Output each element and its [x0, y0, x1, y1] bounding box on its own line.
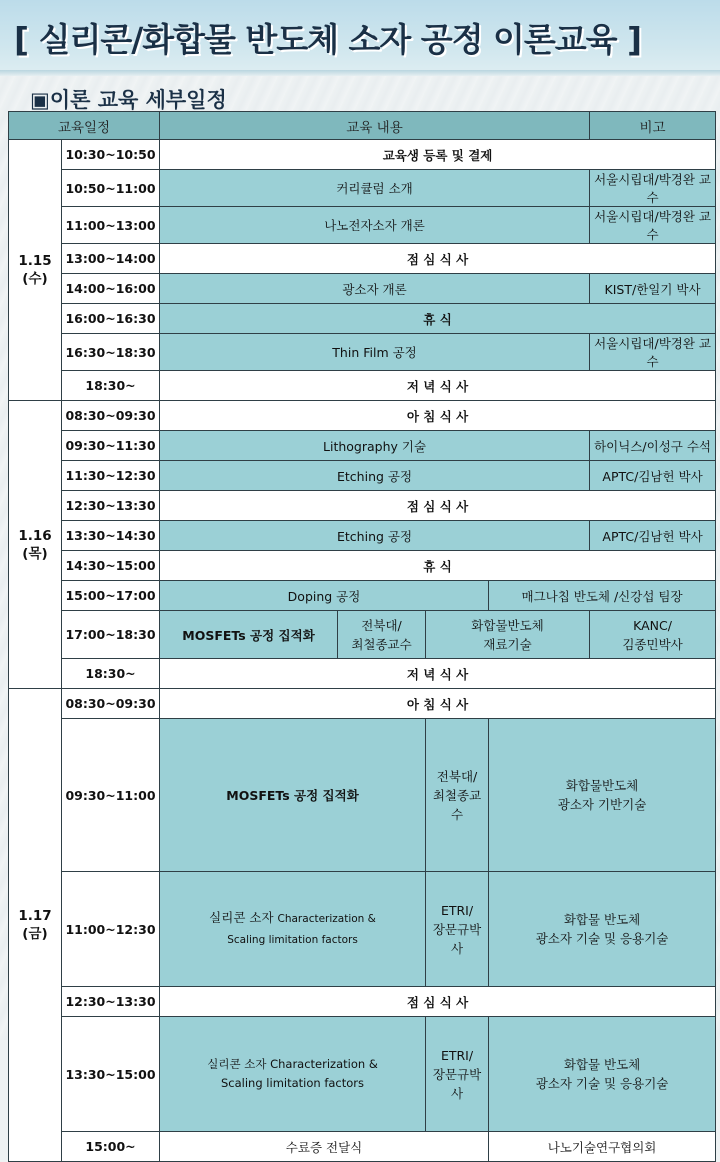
time-cell: 11:00~13:00	[62, 207, 160, 244]
time-cell: 09:30~11:00	[62, 719, 160, 872]
date-cell	[9, 689, 62, 1162]
time-cell: 08:30~09:30	[62, 401, 160, 431]
content-cell: 휴 식	[160, 551, 716, 581]
content-cell: Lithography 기술	[160, 431, 590, 461]
content-cell: Thin Film 공정	[160, 334, 590, 371]
content-line-2: 광소자 기반기술	[557, 797, 647, 812]
lecturer-name: 장문규박사	[432, 921, 482, 956]
table-row	[9, 987, 716, 1017]
note-cell: 서울시립대/박경완 교수	[590, 207, 716, 244]
content-line-1: 화합물 반도체	[563, 912, 641, 927]
header-schedule: 교육일정	[9, 112, 160, 140]
time-cell: 14:30~15:00	[62, 551, 160, 581]
content-cell: 아 침 식 사	[160, 689, 716, 719]
lecturer-name: 최철종교수	[351, 636, 412, 652]
schedule-table	[8, 111, 716, 1162]
lecturer-affiliation: 전북대/	[436, 768, 478, 784]
lecturer-name: 김종민박사	[622, 636, 683, 652]
time-cell: 13:30~14:30	[62, 521, 160, 551]
lecturer-affiliation: 전북대/	[361, 617, 402, 633]
table-row	[9, 611, 716, 659]
table-row	[9, 551, 716, 581]
content-cell: 점 심 식 사	[160, 491, 716, 521]
time-cell: 14:00~16:00	[62, 274, 160, 304]
time-cell: 12:30~13:30	[62, 491, 160, 521]
table-row	[9, 244, 716, 274]
content-line-2: 재료기술	[483, 636, 532, 652]
weekday-label: (수)	[22, 271, 48, 287]
time-cell: 15:00~	[62, 1132, 160, 1162]
content-cell: 아 침 식 사	[160, 401, 716, 431]
table-row	[9, 461, 716, 491]
lecturer-name: 최철종교수	[432, 787, 482, 822]
content-cell: 점 심 식 사	[160, 987, 716, 1017]
content-cell: 나노전자소자 개론	[160, 207, 590, 244]
table-row	[9, 659, 716, 689]
note-cell: APTC/김남헌 박사	[590, 461, 716, 491]
note-cell: 서울시립대/박경완 교수	[590, 334, 716, 371]
time-cell: 16:30~18:30	[62, 334, 160, 371]
table-row	[9, 334, 716, 371]
content-cell	[489, 719, 716, 872]
note-cell: 하이닉스/이성구 수석	[590, 431, 716, 461]
content-cell: MOSFETs 공정 집적화	[160, 611, 338, 659]
time-cell: 11:30~12:30	[62, 461, 160, 491]
lecturer-affiliation: KANC/	[633, 617, 672, 633]
lecturer-cell	[426, 872, 489, 987]
date-label: 1.16	[18, 527, 52, 544]
note-cell: 매그나칩 반도체 /신강섭 팀장	[489, 581, 716, 611]
table-row	[9, 1132, 716, 1162]
time-cell: 10:50~11:00	[62, 170, 160, 207]
content-cell	[160, 1017, 426, 1132]
time-cell: 12:30~13:30	[62, 987, 160, 1017]
date-label: 1.17	[18, 908, 52, 924]
content-cell: Doping 공정	[160, 581, 489, 611]
content-line-1: 화합물 반도체	[563, 1057, 641, 1072]
content-line-1: Characterization &	[277, 913, 376, 925]
weekday-label: (목)	[22, 545, 48, 562]
table-row	[9, 170, 716, 207]
lecturer-cell	[590, 611, 716, 659]
time-cell: 10:30~10:50	[62, 140, 160, 170]
content-prefix: 실리콘 소자	[209, 910, 274, 925]
table-row	[9, 719, 716, 872]
table-row	[9, 401, 716, 431]
content-cell: 커리큘럼 소개	[160, 170, 590, 207]
content-cell: Etching 공정	[160, 521, 590, 551]
header-note: 비고	[590, 112, 716, 140]
content-cell	[426, 611, 590, 659]
time-cell: 18:30~	[62, 371, 160, 401]
content-line-2: 광소자 기술 및 응용기술	[535, 931, 669, 946]
table-header-row	[9, 112, 716, 140]
content-line-1: 화합물반도체	[565, 778, 639, 793]
content-cell: 저 녁 식 사	[160, 371, 716, 401]
page-title: [ 실리콘/화합물 반도체 소자 공정 이론교육 ]	[14, 20, 642, 59]
lecturer-affiliation: ETRI/	[440, 902, 474, 918]
schedule-subtitle: ▣이론 교육 세부일정	[30, 88, 227, 112]
time-cell: 11:00~12:30	[62, 872, 160, 987]
lecturer-cell	[338, 611, 426, 659]
table-row	[9, 431, 716, 461]
table-row	[9, 371, 716, 401]
table-row	[9, 872, 716, 987]
content-cell: 교육생 등록 및 결제	[160, 140, 716, 170]
content-cell	[160, 872, 426, 987]
note-cell: KIST/한일기 박사	[590, 274, 716, 304]
lecturer-affiliation: ETRI/	[440, 1047, 474, 1063]
content-cell: 점 심 식 사	[160, 244, 716, 274]
content-cell: Etching 공정	[160, 461, 590, 491]
content-line-1: 실리콘 소자 Characterization &	[207, 1057, 378, 1071]
content-line-2: Scaling limitation factors	[227, 934, 358, 946]
table-row	[9, 689, 716, 719]
table-row	[9, 491, 716, 521]
time-cell: 13:00~14:00	[62, 244, 160, 274]
table-row	[9, 140, 716, 170]
time-cell: 08:30~09:30	[62, 689, 160, 719]
note-cell: 나노기술연구협의회	[489, 1132, 716, 1162]
date-cell	[9, 140, 62, 401]
weekday-label: (금)	[22, 926, 48, 942]
note-cell: 서울시립대/박경완 교수	[590, 170, 716, 207]
note-cell: APTC/김남헌 박사	[590, 521, 716, 551]
content-cell: 저 녁 식 사	[160, 659, 716, 689]
content-line-2: Scaling limitation factors	[221, 1076, 365, 1090]
content-cell	[489, 872, 716, 987]
content-cell	[489, 1017, 716, 1132]
content-cell: 광소자 개론	[160, 274, 590, 304]
table-row	[9, 1017, 716, 1132]
table-row	[9, 304, 716, 334]
time-cell: 15:00~17:00	[62, 581, 160, 611]
content-line-1: 화합물반도체	[471, 617, 544, 633]
time-cell: 13:30~15:00	[62, 1017, 160, 1132]
content-cell: MOSFETs 공정 집적화	[160, 719, 426, 872]
lecturer-cell	[426, 1017, 489, 1132]
content-cell: 휴 식	[160, 304, 716, 334]
date-cell	[9, 401, 62, 689]
header-content: 교육 내용	[160, 112, 590, 140]
header-banner	[0, 0, 720, 76]
time-cell: 17:00~18:30	[62, 611, 160, 659]
lecturer-cell	[426, 719, 489, 872]
content-cell: 수료증 전달식	[160, 1132, 489, 1162]
lecturer-name: 장문규박사	[432, 1066, 482, 1101]
time-cell: 18:30~	[62, 659, 160, 689]
table-row	[9, 581, 716, 611]
time-cell: 09:30~11:30	[62, 431, 160, 461]
table-row	[9, 207, 716, 244]
content-line-2: 광소자 기술 및 응용기술	[535, 1076, 669, 1091]
time-cell: 16:00~16:30	[62, 304, 160, 334]
table-row	[9, 521, 716, 551]
table-row	[9, 274, 716, 304]
date-label: 1.15	[18, 253, 52, 269]
